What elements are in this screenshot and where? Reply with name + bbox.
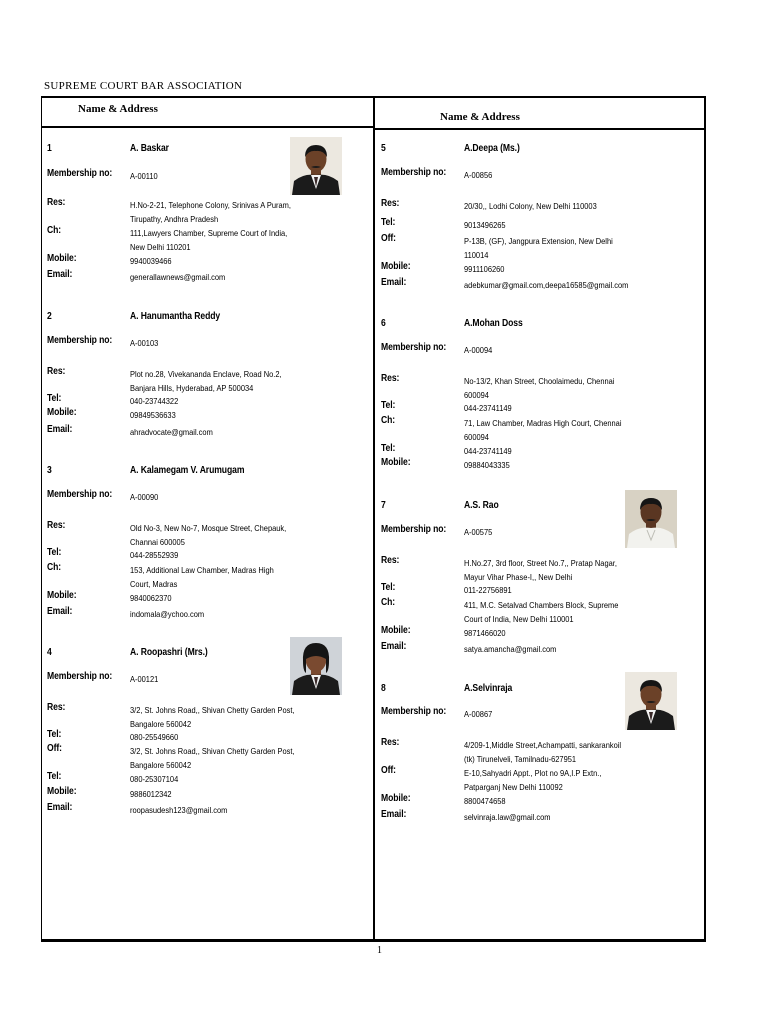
field-value: satya.amancha@gmail.com — [464, 644, 557, 654]
entry-number: 1 — [47, 143, 52, 154]
field-label: Tel: — [47, 547, 62, 558]
field-value: generallawnews@gmail.com — [130, 272, 226, 282]
field-value: 044-28552939 — [130, 550, 179, 560]
field-value: 09884043335 — [464, 460, 510, 470]
field-value: P-13B, (GF), Jangpura Extension, New Delhi — [464, 236, 613, 246]
field-value: 600094 — [464, 432, 489, 442]
field-value: 3/2, St. Johns Road,, Shivan Chetty Garden Post, — [130, 746, 295, 756]
membership-label: Membership no: — [47, 335, 113, 346]
column-divider — [373, 96, 375, 942]
field-label: Res: — [47, 520, 66, 531]
field-value: 71, Law Chamber, Madras High Court, Chennai — [464, 418, 622, 428]
membership-number: A-00090 — [130, 492, 159, 502]
field-label: Off: — [381, 765, 396, 776]
field-value: Court, Madras — [130, 579, 178, 589]
column-header-left: Name & Address — [78, 103, 158, 115]
entry-number: 5 — [381, 143, 386, 154]
member-name: A. Kalamegam V. Arumugam — [130, 465, 245, 476]
page-number: 1 — [377, 945, 382, 956]
field-value: ahradvocate@gmail.com — [130, 427, 213, 437]
field-value: 9013496265 — [464, 220, 506, 230]
field-value: 20/30,, Lodhi Colony, New Delhi 110003 — [464, 201, 597, 211]
field-label: Off: — [381, 233, 396, 244]
member-name: A.Mohan Doss — [464, 318, 523, 329]
field-label: Mobile: — [47, 407, 77, 418]
field-value: 044-23741149 — [464, 403, 512, 413]
field-value: Bangalore 560042 — [130, 719, 192, 729]
membership-number: A-00867 — [464, 709, 493, 719]
membership-label: Membership no: — [47, 168, 113, 179]
membership-label: Membership no: — [47, 671, 113, 682]
membership-label: Membership no: — [381, 706, 447, 717]
membership-number: A-00103 — [130, 338, 159, 348]
field-value: (tk) Tirunelveli, Tamilnadu-627951 — [464, 754, 577, 764]
field-value: 9871466020 — [464, 628, 506, 638]
membership-number: A-00575 — [464, 527, 493, 537]
field-label: Email: — [381, 809, 407, 820]
member-name: A.S. Rao — [464, 500, 499, 511]
membership-number: A-00110 — [130, 171, 158, 181]
membership-label: Membership no: — [47, 489, 113, 500]
field-label: Tel: — [381, 217, 396, 228]
document-title: SUPREME COURT BAR ASSOCIATION — [44, 80, 243, 92]
entry-number: 4 — [47, 647, 52, 658]
membership-label: Membership no: — [381, 342, 447, 353]
member-name: A. Hanumantha Reddy — [130, 311, 221, 322]
header-divider-right — [374, 128, 706, 130]
field-label: Res: — [47, 702, 66, 713]
member-name: A. Baskar — [130, 143, 169, 154]
field-label: Email: — [47, 802, 73, 813]
field-label: Res: — [381, 555, 400, 566]
field-label: Email: — [47, 606, 73, 617]
field-label: Res: — [47, 197, 66, 208]
member-name: A.Deepa (Ms.) — [464, 143, 520, 154]
field-value: 111,Lawyers Chamber, Supreme Court of India, — [130, 228, 288, 238]
member-photo — [290, 137, 342, 195]
field-value: Banjara Hills, Hyderabad, AP 500034 — [130, 383, 254, 393]
field-label: Ch: — [381, 597, 396, 608]
field-label: Mobile: — [381, 625, 411, 636]
field-label: Mobile: — [381, 793, 411, 804]
field-label: Mobile: — [47, 590, 77, 601]
field-label: Email: — [381, 277, 407, 288]
member-name: A. Roopashri (Mrs.) — [130, 647, 208, 658]
field-value: 9940039466 — [130, 256, 172, 266]
field-label: Tel: — [47, 771, 62, 782]
member-photo — [625, 672, 677, 730]
field-value: 09849536633 — [130, 410, 176, 420]
field-value: No-13/2, Khan Street, Choolaimedu, Chennai — [464, 376, 615, 386]
field-value: 044-23741149 — [464, 446, 512, 456]
field-label: Email: — [381, 641, 407, 652]
member-name: A.Selvinraja — [464, 683, 513, 694]
entry-number: 7 — [381, 500, 386, 511]
field-label: Off: — [47, 743, 62, 754]
field-value: Bangalore 560042 — [130, 760, 192, 770]
membership-number: A-00856 — [464, 170, 493, 180]
field-value: 040-23744322 — [130, 396, 179, 406]
field-value: indomala@ychoo.com — [130, 609, 205, 619]
field-value: 4/209-1,Middle Street,Achampatti, sankarankoil — [464, 740, 622, 750]
field-label: Tel: — [381, 400, 396, 411]
field-value: H.No.27, 3rd floor, Street No.7,, Pratap Nagar, — [464, 558, 617, 568]
field-value: Court of India, New Delhi 110001 — [464, 614, 574, 624]
field-label: Ch: — [47, 225, 62, 236]
membership-number: A-00121 — [130, 674, 159, 684]
field-label: Res: — [47, 366, 66, 377]
field-label: Tel: — [47, 729, 62, 740]
field-value: 8800474658 — [464, 796, 506, 806]
column-header-right: Name & Address — [440, 111, 520, 123]
entry-number: 3 — [47, 465, 52, 476]
field-value: Tirupathy, Andhra Pradesh — [130, 214, 219, 224]
field-label: Ch: — [47, 562, 62, 573]
field-label: Res: — [381, 373, 400, 384]
field-value: roopasudesh123@gmail.com — [130, 805, 228, 815]
header-divider-left — [41, 126, 374, 128]
membership-number: A-00094 — [464, 345, 493, 355]
field-value: New Delhi 110201 — [130, 242, 191, 252]
field-value: 080-25307104 — [130, 774, 179, 784]
field-value: 9840062370 — [130, 593, 172, 603]
field-value: selvinraja.law@gmail.com — [464, 812, 551, 822]
field-label: Email: — [47, 424, 73, 435]
field-label: Mobile: — [47, 253, 77, 264]
membership-label: Membership no: — [381, 524, 447, 535]
field-value: 011-22756891 — [464, 585, 512, 595]
field-label: Res: — [381, 198, 400, 209]
membership-label: Membership no: — [381, 167, 447, 178]
entry-number: 2 — [47, 311, 52, 322]
entry-number: 6 — [381, 318, 386, 329]
field-value: 3/2, St. Johns Road,, Shivan Chetty Garden Post, — [130, 705, 295, 715]
field-value: Plot no.28, Vivekananda Enclave, Road No.2, — [130, 369, 282, 379]
entry-number: 8 — [381, 683, 386, 694]
field-label: Tel: — [381, 582, 396, 593]
field-value: 080-25549660 — [130, 732, 179, 742]
field-value: 9911106260 — [464, 264, 505, 274]
field-value: Patparganj New Delhi 110092 — [464, 782, 563, 792]
field-value: 9886012342 — [130, 789, 172, 799]
field-label: Res: — [381, 737, 400, 748]
field-label: Tel: — [47, 393, 62, 404]
field-label: Ch: — [381, 415, 396, 426]
field-label: Mobile: — [47, 786, 77, 797]
member-photo — [290, 637, 342, 695]
field-value: Old No-3, New No-7, Mosque Street, Chepauk, — [130, 523, 287, 533]
field-label: Tel: — [381, 443, 396, 454]
field-label: Mobile: — [381, 457, 411, 468]
field-value: Mayur Vihar Phase-I,, New Delhi — [464, 572, 573, 582]
field-value: 110014 — [464, 250, 489, 260]
field-value: Channai 600005 — [130, 537, 185, 547]
field-label: Mobile: — [381, 261, 411, 272]
field-value: E-10,Sahyadri Appt., Plot no 9A,I.P Extn., — [464, 768, 602, 778]
field-value: 153, Additional Law Chamber, Madras High — [130, 565, 274, 575]
field-value: 600094 — [464, 390, 489, 400]
field-value: H.No-2-21, Telephone Colony, Srinivas A Puram, — [130, 200, 291, 210]
field-value: 411, M.C. Setalvad Chambers Block, Supreme — [464, 600, 619, 610]
field-label: Email: — [47, 269, 73, 280]
member-photo — [625, 490, 677, 548]
field-value: adebkumar@gmail.com,deepa16585@gmail.com — [464, 280, 629, 290]
